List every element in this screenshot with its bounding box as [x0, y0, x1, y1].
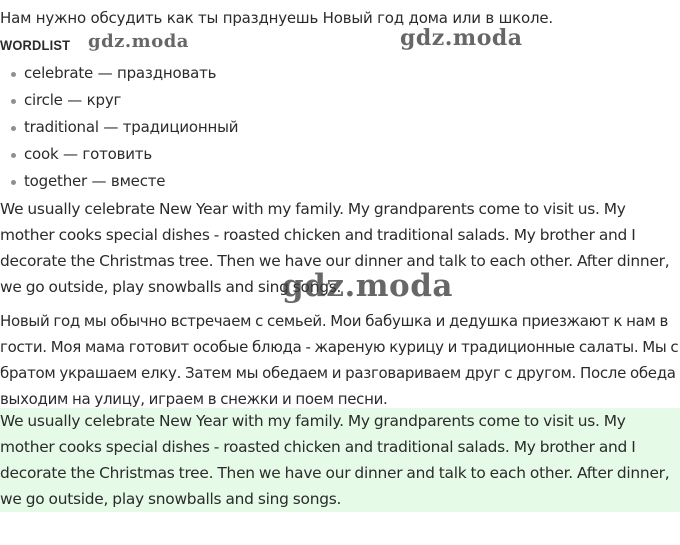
- wordlist-item-label: together — вместе: [24, 172, 166, 190]
- wordlist-item-label: traditional — традиционный: [24, 118, 239, 136]
- wordlist-item: [0, 87, 680, 114]
- wordlist-item-label: circle — круг: [24, 91, 122, 109]
- bullet-icon: [11, 153, 16, 158]
- wordlist-item-label: cook — готовить: [24, 145, 152, 163]
- bullet-icon: [11, 72, 16, 77]
- watermark-logo: gdz.moda: [400, 25, 523, 51]
- english-paragraph: We usually celebrate New Year with my family. My grandparents come to visit us. My mother cooks special dishes - roasted chicken and traditional salads. My brother and I decorate the Christmas tree. Then we have our dinner and talk to each other. After dinner, we go outside, play snowballs and sing songs.: [0, 200, 670, 296]
- watermark-logo: gdz.moda: [88, 31, 189, 52]
- wordlist-container: [0, 60, 680, 192]
- wordlist-item: [0, 60, 680, 87]
- bullet-icon: [11, 126, 16, 131]
- wordlist-item: [0, 114, 680, 141]
- highlighted-english-paragraph: We usually celebrate New Year with my family. My grandparents come to visit us. My mother cooks special dishes - roasted chicken and traditional salads. My brother and I decorate the Christmas tree. Then we have our dinner and talk to each other. After dinner, we go outside, play snowballs and sing songs.: [0, 408, 680, 512]
- wordlist-heading: WORDLIST: [0, 37, 71, 53]
- wordlist: [0, 60, 680, 192]
- russian-translation-paragraph: Новый год мы обычно встречаем с семьей. Мои бабушка и дедушка приезжают к нам в гости. Моя мама готовит особые блюда - жареную курицу и традиционные салаты. Мы с братом украшаем елку. Затем мы обедаем и разговариваем друг с другом. После обеда выходим на улицу, играем в снежки и поем песни.: [0, 312, 679, 408]
- wordlist-item-label: celebrate — праздновать: [24, 64, 217, 82]
- wordlist-item: [0, 168, 680, 192]
- bullet-icon: [11, 99, 16, 104]
- bullet-icon: [11, 180, 16, 185]
- wordlist-item: [0, 141, 680, 168]
- intro-text: Нам нужно обсудить как ты празднуешь Новый год дома или в школе.: [0, 9, 553, 27]
- watermark-logo: gdz.moda: [282, 268, 453, 304]
